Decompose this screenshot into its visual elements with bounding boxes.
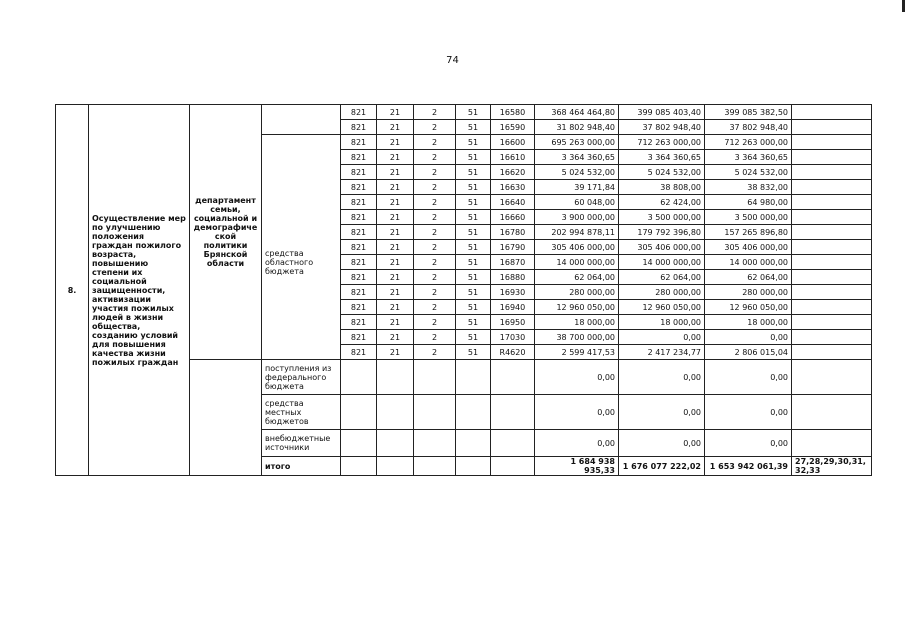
cell-indicators bbox=[792, 300, 872, 315]
cell-year3: 0,00 bbox=[705, 395, 792, 430]
cell-grbs: 821 bbox=[341, 330, 377, 345]
cell-rz: 21 bbox=[377, 285, 414, 300]
cell-rz: 21 bbox=[377, 345, 414, 360]
cell-grbs: 821 bbox=[341, 270, 377, 285]
cell-code: 16590 bbox=[491, 120, 535, 135]
cell-year3: 0,00 bbox=[705, 330, 792, 345]
cell-ns bbox=[456, 430, 491, 457]
cell-grbs: 821 bbox=[341, 255, 377, 270]
cell-year2: 3 500 000,00 bbox=[619, 210, 705, 225]
cell-rz: 21 bbox=[377, 270, 414, 285]
cell-grbs: 821 bbox=[341, 165, 377, 180]
cell-indicators bbox=[792, 345, 872, 360]
source-federal: поступления из федерального бюджета bbox=[262, 360, 341, 395]
cell-rz bbox=[377, 395, 414, 430]
cell-code: 16600 bbox=[491, 135, 535, 150]
cell-year1: 695 263 000,00 bbox=[535, 135, 619, 150]
cell-code bbox=[491, 430, 535, 457]
cell-code: 16780 bbox=[491, 225, 535, 240]
cell-pr: 2 bbox=[414, 255, 456, 270]
cell-ns: 51 bbox=[456, 315, 491, 330]
cell-pr: 2 bbox=[414, 300, 456, 315]
cell-indicators bbox=[792, 395, 872, 430]
cell-grbs: 821 bbox=[341, 135, 377, 150]
cell-year1-total: 1 684 938 935,33 bbox=[535, 457, 619, 476]
cell-code bbox=[491, 395, 535, 430]
cell-grbs: 821 bbox=[341, 180, 377, 195]
cell-year2: 0,00 bbox=[619, 360, 705, 395]
cell-rz: 21 bbox=[377, 255, 414, 270]
cell-indicators bbox=[792, 195, 872, 210]
cell-year3: 3 500 000,00 bbox=[705, 210, 792, 225]
cell-pr: 2 bbox=[414, 195, 456, 210]
cell-year2-total: 1 676 077 222,02 bbox=[619, 457, 705, 476]
cell-year1: 62 064,00 bbox=[535, 270, 619, 285]
cell-code bbox=[491, 360, 535, 395]
cell-ns: 51 bbox=[456, 270, 491, 285]
cell-indicators bbox=[792, 165, 872, 180]
cell-ns bbox=[456, 360, 491, 395]
cell-year1: 12 960 050,00 bbox=[535, 300, 619, 315]
cell-year2: 38 808,00 bbox=[619, 180, 705, 195]
cell-year3: 3 364 360,65 bbox=[705, 150, 792, 165]
cell-year2: 37 802 948,40 bbox=[619, 120, 705, 135]
cell-year1: 0,00 bbox=[535, 360, 619, 395]
cell-year2: 712 263 000,00 bbox=[619, 135, 705, 150]
cell-rz: 21 bbox=[377, 300, 414, 315]
cell-year3: 14 000 000,00 bbox=[705, 255, 792, 270]
cell-ns: 51 bbox=[456, 135, 491, 150]
cell-year3: 12 960 050,00 bbox=[705, 300, 792, 315]
cell-rz: 21 bbox=[377, 105, 414, 120]
table-row bbox=[56, 105, 872, 120]
cell-pr bbox=[414, 395, 456, 430]
cell-indicators bbox=[792, 255, 872, 270]
cell-year3: 399 085 382,50 bbox=[705, 105, 792, 120]
cell-year1: 14 000 000,00 bbox=[535, 255, 619, 270]
cell-year3: 280 000,00 bbox=[705, 285, 792, 300]
cell-code: 16870 bbox=[491, 255, 535, 270]
cell-indicators bbox=[792, 430, 872, 457]
page-number: 74 bbox=[446, 55, 459, 66]
cell-pr: 2 bbox=[414, 270, 456, 285]
cell-grbs: 821 bbox=[341, 105, 377, 120]
cell-pr: 2 bbox=[414, 315, 456, 330]
cell-year3: 64 980,00 bbox=[705, 195, 792, 210]
cell-rz: 21 bbox=[377, 195, 414, 210]
cell-code: 16620 bbox=[491, 165, 535, 180]
cell-pr bbox=[414, 457, 456, 476]
cell-ns: 51 bbox=[456, 105, 491, 120]
cell-indicators bbox=[792, 180, 872, 195]
cell-grbs: 821 bbox=[341, 150, 377, 165]
cell-year1: 31 802 948,40 bbox=[535, 120, 619, 135]
cell-code: 16940 bbox=[491, 300, 535, 315]
cell-year3: 18 000,00 bbox=[705, 315, 792, 330]
cell-year1: 39 171,84 bbox=[535, 180, 619, 195]
cell-grbs: 821 bbox=[341, 285, 377, 300]
cell-rz: 21 bbox=[377, 225, 414, 240]
cell-year2: 305 406 000,00 bbox=[619, 240, 705, 255]
cell-pr: 2 bbox=[414, 285, 456, 300]
cell-grbs: 821 bbox=[341, 120, 377, 135]
cell-grbs: 821 bbox=[341, 240, 377, 255]
cell-grbs bbox=[341, 430, 377, 457]
cell-year1: 0,00 bbox=[535, 430, 619, 457]
cell-year2: 2 417 234,77 bbox=[619, 345, 705, 360]
cell-ns: 51 bbox=[456, 345, 491, 360]
cell-ns bbox=[456, 457, 491, 476]
cell-year3: 38 832,00 bbox=[705, 180, 792, 195]
cell-grbs: 821 bbox=[341, 345, 377, 360]
cell-rz bbox=[377, 360, 414, 395]
cell-indicators bbox=[792, 240, 872, 255]
cell-rz bbox=[377, 457, 414, 476]
cell-year3: 0,00 bbox=[705, 430, 792, 457]
cell-year1: 0,00 bbox=[535, 395, 619, 430]
cell-rz: 21 bbox=[377, 165, 414, 180]
cell-year1: 38 700 000,00 bbox=[535, 330, 619, 345]
cell-year1: 3 900 000,00 bbox=[535, 210, 619, 225]
cell-grbs: 821 bbox=[341, 225, 377, 240]
cell-grbs: 821 bbox=[341, 210, 377, 225]
cell-indicators bbox=[792, 105, 872, 120]
cell-code: 16790 bbox=[491, 240, 535, 255]
cell-year2: 14 000 000,00 bbox=[619, 255, 705, 270]
cell-year2: 0,00 bbox=[619, 330, 705, 345]
cell-indicators bbox=[792, 285, 872, 300]
cell-rz bbox=[377, 430, 414, 457]
cell-ns: 51 bbox=[456, 300, 491, 315]
source-local: средства местных бюджетов bbox=[262, 395, 341, 430]
cell-year1: 5 024 532,00 bbox=[535, 165, 619, 180]
cell-year3-total: 1 653 942 061,39 bbox=[705, 457, 792, 476]
cell-year1: 305 406 000,00 bbox=[535, 240, 619, 255]
source-total: итого bbox=[262, 457, 341, 476]
cell-rz: 21 bbox=[377, 240, 414, 255]
source-regional: средства областного бюджета bbox=[262, 135, 341, 360]
cell-code: 16640 bbox=[491, 195, 535, 210]
cell-year2: 18 000,00 bbox=[619, 315, 705, 330]
row-number: 8. bbox=[56, 105, 89, 476]
cell-rz: 21 bbox=[377, 120, 414, 135]
executor-name: департамент семьи, социальной и демографиче ской политики Брянской области bbox=[190, 105, 262, 360]
cell-indicators bbox=[792, 315, 872, 330]
cell-pr bbox=[414, 430, 456, 457]
cell-grbs bbox=[341, 395, 377, 430]
cell-pr: 2 bbox=[414, 240, 456, 255]
cell-indicators bbox=[792, 135, 872, 150]
cell-ns: 51 bbox=[456, 150, 491, 165]
cell-year3: 37 802 948,40 bbox=[705, 120, 792, 135]
cell-pr: 2 bbox=[414, 225, 456, 240]
cell-year2: 0,00 bbox=[619, 395, 705, 430]
cell-year2: 62 064,00 bbox=[619, 270, 705, 285]
cell-pr: 2 bbox=[414, 180, 456, 195]
cell-ns: 51 bbox=[456, 210, 491, 225]
cell-year3: 2 806 015,04 bbox=[705, 345, 792, 360]
program-name: Осуществление мер по улучшению положения граждан пожилого возраста, повышению степени их социальной защищенности, активизации участия пожилых людей в жизни общества, созданию условий для повышения качества жизни пожилых граждан bbox=[89, 105, 190, 476]
cell-pr: 2 bbox=[414, 150, 456, 165]
cell-code: 16930 bbox=[491, 285, 535, 300]
cell-year2: 0,00 bbox=[619, 430, 705, 457]
cell-pr: 2 bbox=[414, 345, 456, 360]
cell-year2: 12 960 050,00 bbox=[619, 300, 705, 315]
cell-year2: 62 424,00 bbox=[619, 195, 705, 210]
cell-indicators bbox=[792, 210, 872, 225]
source-empty bbox=[262, 105, 341, 135]
cell-year1: 280 000,00 bbox=[535, 285, 619, 300]
cell-ns: 51 bbox=[456, 285, 491, 300]
cell-ns: 51 bbox=[456, 255, 491, 270]
cell-code: 16950 bbox=[491, 315, 535, 330]
cell-indicators bbox=[792, 225, 872, 240]
cell-grbs: 821 bbox=[341, 315, 377, 330]
cell-code: 16660 bbox=[491, 210, 535, 225]
cell-ns: 51 bbox=[456, 240, 491, 255]
cell-code: 16610 bbox=[491, 150, 535, 165]
cell-indicators-total: 27,28,29,30,31, 32,33 bbox=[792, 457, 872, 476]
cell-code: R4620 bbox=[491, 345, 535, 360]
cell-year2: 280 000,00 bbox=[619, 285, 705, 300]
executor-empty bbox=[190, 360, 262, 476]
cell-year3: 305 406 000,00 bbox=[705, 240, 792, 255]
cell-ns: 51 bbox=[456, 225, 491, 240]
cell-code: 16580 bbox=[491, 105, 535, 120]
cell-indicators bbox=[792, 270, 872, 285]
cell-year2: 179 792 396,80 bbox=[619, 225, 705, 240]
cell-ns bbox=[456, 395, 491, 430]
cell-year1: 60 048,00 bbox=[535, 195, 619, 210]
cell-indicators bbox=[792, 360, 872, 395]
source-extra: внебюджетные источники bbox=[262, 430, 341, 457]
cell-year1: 3 364 360,65 bbox=[535, 150, 619, 165]
cell-rz: 21 bbox=[377, 135, 414, 150]
cell-ns: 51 bbox=[456, 330, 491, 345]
cell-year1: 202 994 878,11 bbox=[535, 225, 619, 240]
cell-ns: 51 bbox=[456, 180, 491, 195]
cell-code bbox=[491, 457, 535, 476]
cell-year2: 399 085 403,40 bbox=[619, 105, 705, 120]
cell-pr: 2 bbox=[414, 105, 456, 120]
cell-ns: 51 bbox=[456, 195, 491, 210]
cell-year1: 368 464 464,80 bbox=[535, 105, 619, 120]
cell-rz: 21 bbox=[377, 210, 414, 225]
cell-year3: 0,00 bbox=[705, 360, 792, 395]
cell-pr: 2 bbox=[414, 120, 456, 135]
cell-code: 16880 bbox=[491, 270, 535, 285]
cell-pr: 2 bbox=[414, 330, 456, 345]
budget-table bbox=[55, 104, 872, 476]
cell-code: 17030 bbox=[491, 330, 535, 345]
cell-grbs bbox=[341, 457, 377, 476]
cell-ns: 51 bbox=[456, 120, 491, 135]
cell-year2: 3 364 360,65 bbox=[619, 150, 705, 165]
cell-year1: 2 599 417,53 bbox=[535, 345, 619, 360]
cell-pr: 2 bbox=[414, 165, 456, 180]
cell-year3: 712 263 000,00 bbox=[705, 135, 792, 150]
cell-rz: 21 bbox=[377, 330, 414, 345]
cell-pr bbox=[414, 360, 456, 395]
cell-year2: 5 024 532,00 bbox=[619, 165, 705, 180]
cell-year3: 5 024 532,00 bbox=[705, 165, 792, 180]
cell-pr: 2 bbox=[414, 210, 456, 225]
cell-year1: 18 000,00 bbox=[535, 315, 619, 330]
cell-pr: 2 bbox=[414, 135, 456, 150]
cell-rz: 21 bbox=[377, 180, 414, 195]
cell-ns: 51 bbox=[456, 165, 491, 180]
cell-indicators bbox=[792, 330, 872, 345]
cell-grbs: 821 bbox=[341, 195, 377, 210]
cell-code: 16630 bbox=[491, 180, 535, 195]
cell-rz: 21 bbox=[377, 150, 414, 165]
cell-indicators bbox=[792, 120, 872, 135]
cell-grbs bbox=[341, 360, 377, 395]
cell-grbs: 821 bbox=[341, 300, 377, 315]
cell-indicators bbox=[792, 150, 872, 165]
cell-year3: 157 265 896,80 bbox=[705, 225, 792, 240]
cell-year3: 62 064,00 bbox=[705, 270, 792, 285]
cell-rz: 21 bbox=[377, 315, 414, 330]
